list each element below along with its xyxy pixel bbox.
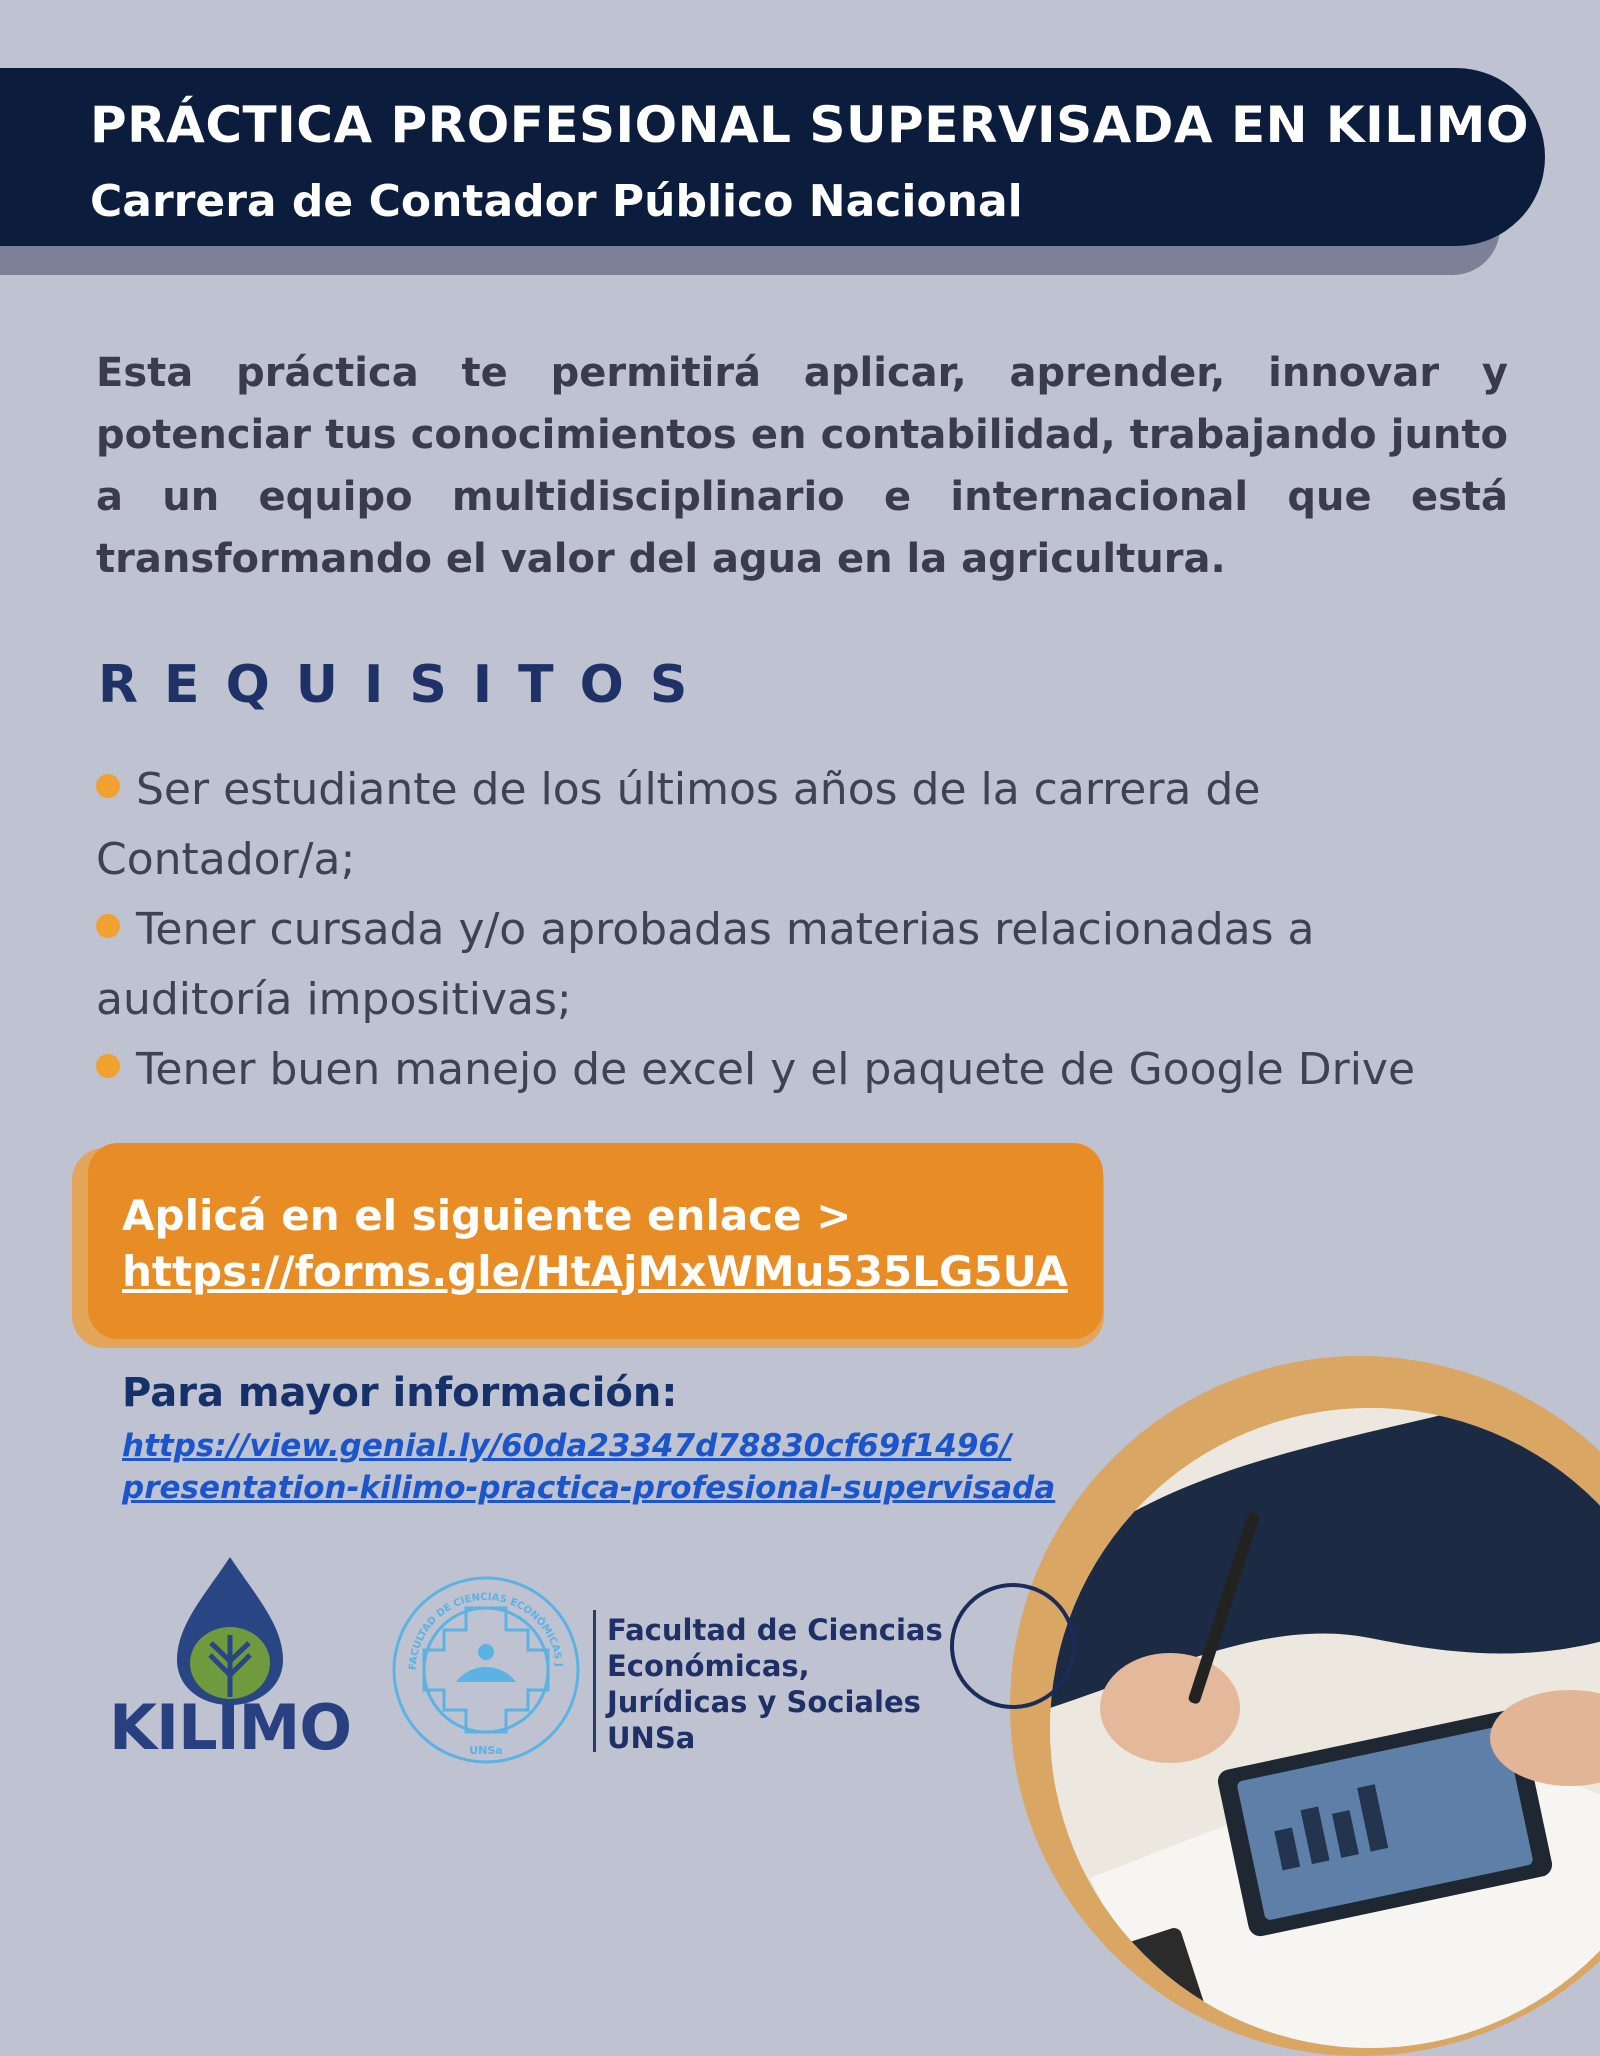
requirements-list — [96, 755, 1516, 1105]
requirement-item — [96, 895, 1516, 1035]
intro-paragraph: Esta práctica te permitirá aplicar, aprender, innovar y potenciar tus conocimientos en contabilidad, trabajando junto a un equipo multidisciplinario e internacional que está transformando el valor del agua en la agricultura. — [96, 350, 1508, 582]
svg-text:FACULTAD DE CIENCIAS ECONÓMICA — [386, 1570, 564, 1670]
more-info-heading: Para mayor información: — [122, 1370, 678, 1416]
decorative-ring — [950, 1583, 1076, 1709]
faculty-name-line: Jurídicas y Sociales — [607, 1685, 921, 1719]
cta-box — [88, 1143, 1103, 1339]
seal-small-text: UNSa — [469, 1744, 503, 1757]
bullet-dot-icon — [96, 1054, 120, 1078]
page-title: PRÁCTICA PROFESIONAL SUPERVISADA EN KILIMO — [90, 96, 1529, 154]
requirement-text: Tener cursada y/o aprobadas materias relacionadas a auditoría impositivas; — [96, 904, 1315, 1025]
faculty-seal — [386, 1570, 586, 1770]
cta-label: Aplicá en el siguiente enlace > — [122, 1191, 852, 1240]
faculty-name-line: UNSa — [607, 1721, 696, 1755]
faculty-name-line: Facultad de Ciencias — [607, 1613, 943, 1647]
bullet-dot-icon — [96, 774, 120, 798]
requirements-heading: REQUISITOS — [98, 655, 714, 715]
faculty-name-line: Económicas, — [607, 1649, 810, 1683]
application-form-link[interactable]: https://forms.gle/HtAjMxWMu535LG5UA — [122, 1247, 1068, 1296]
more-info-link-line2: presentation-kilimo-practica-profesional-supervisada — [122, 1470, 1056, 1506]
more-info-link[interactable] — [122, 1425, 1055, 1509]
logo-divider — [593, 1610, 596, 1752]
seal-ring-text: FACULTAD DE CIENCIAS ECONÓMICAS J — [407, 1591, 564, 1671]
faculty-name — [607, 1612, 943, 1756]
more-info-link-line1: https://view.genial.ly/60da23347d78830cf69f1496/ — [122, 1428, 1012, 1464]
page-subtitle: Carrera de Contador Público Nacional — [90, 176, 1023, 227]
kilimo-logo — [95, 1555, 365, 1764]
bullet-dot-icon — [96, 914, 120, 938]
requirement-item — [96, 755, 1516, 895]
header-banner — [0, 68, 1545, 246]
requirement-text: Tener buen manejo de excel y el paquete de Google Drive — [136, 1044, 1416, 1095]
kilimo-drop-leaf-icon — [95, 1555, 365, 1705]
requirement-text: Ser estudiante de los últimos años de la carrera de Contador/a; — [96, 764, 1261, 885]
faculty-seal-emblem — [386, 1570, 586, 1770]
requirement-item — [96, 1035, 1516, 1105]
kilimo-wordmark: KILIMO — [108, 1691, 352, 1764]
